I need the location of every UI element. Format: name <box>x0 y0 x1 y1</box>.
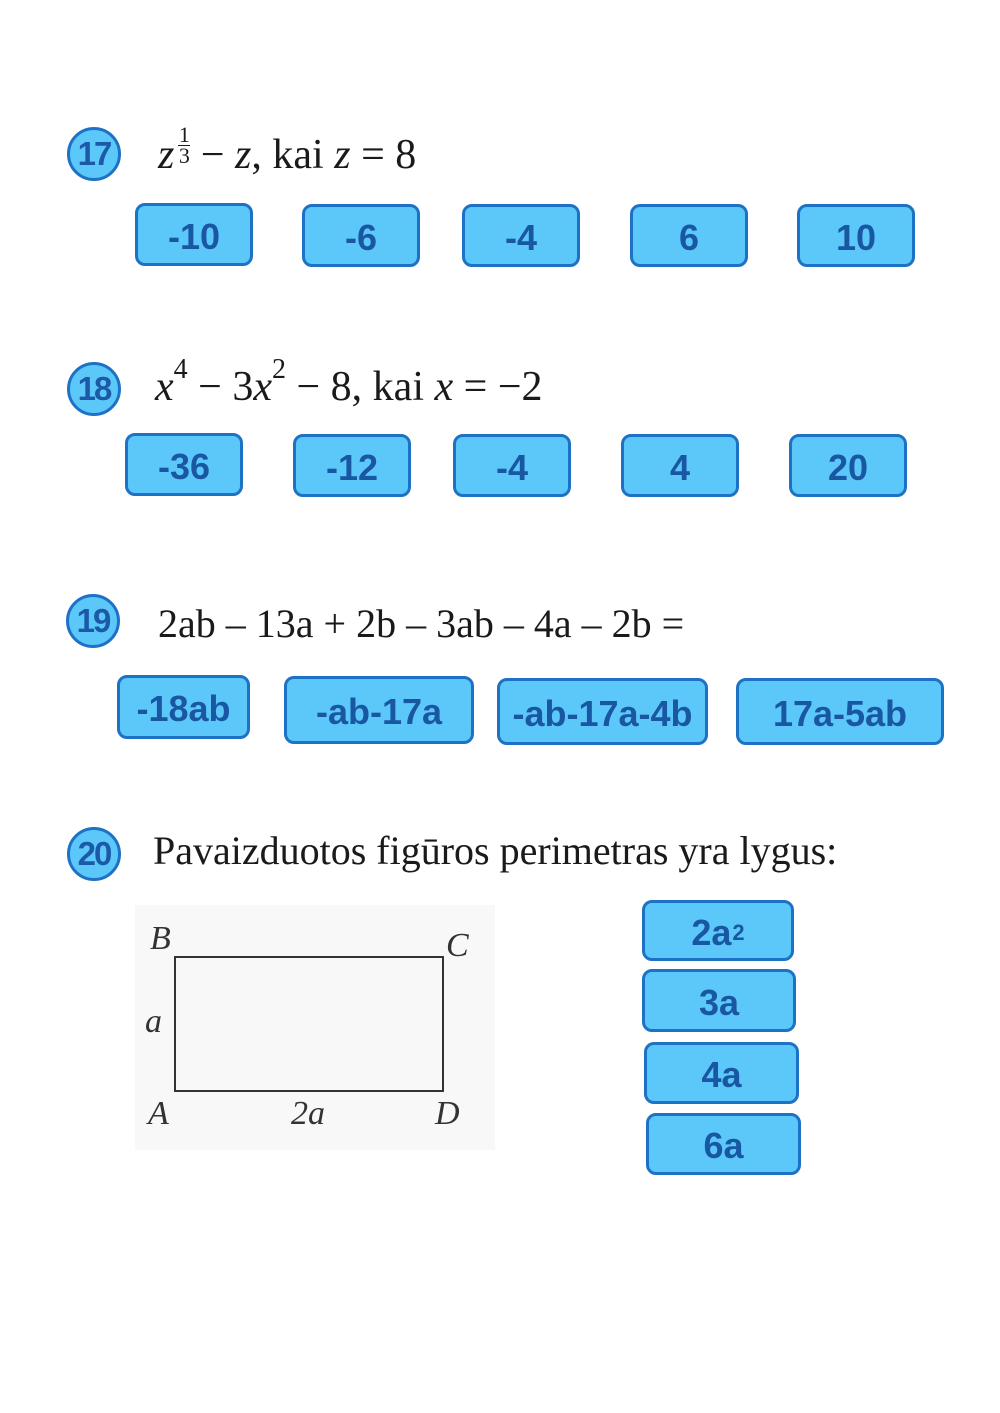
question-18-expression: $x^4 - 3x^2 - 8$, kai x = −2 <box>155 354 543 410</box>
vertex-label-a: A <box>148 1095 169 1132</box>
question-number-badge: 19 <box>66 594 120 648</box>
side-label-2a: 2a <box>291 1095 325 1132</box>
vertex-label-b: B <box>150 920 171 957</box>
side-label-a: a <box>145 1003 162 1040</box>
question-17-expression: z $\frac{1}{3}$ − z, kai z = 8 <box>158 122 417 178</box>
answer-option[interactable]: -ab-17a <box>284 676 474 744</box>
answer-option[interactable]: 20 <box>789 434 907 497</box>
answer-option[interactable]: -36 <box>125 433 243 496</box>
question-19-expression: 2ab – 13a + 2b – 3ab – 4a – 2b = <box>158 601 685 646</box>
answer-option[interactable]: 4 <box>621 434 739 497</box>
answer-option[interactable]: 4a <box>644 1042 799 1104</box>
answer-option[interactable]: -4 <box>462 204 580 267</box>
question-number-badge: 17 <box>67 127 121 181</box>
answer-option[interactable]: 6 <box>630 204 748 267</box>
question-number-badge: 18 <box>67 362 121 416</box>
vertex-label-d: D <box>435 1095 460 1132</box>
answer-option[interactable]: -6 <box>302 204 420 267</box>
answer-option[interactable]: 2a 2 <box>642 900 794 961</box>
answer-option[interactable]: -ab-17a-4b <box>497 678 708 745</box>
vertex-label-c: C <box>446 927 469 964</box>
question-20-text: Pavaizduotos figūros perimetras yra lygus: <box>153 828 838 873</box>
answer-option[interactable]: 6a <box>646 1113 801 1175</box>
rectangle-figure <box>135 905 495 1150</box>
answer-option[interactable]: -12 <box>293 434 411 497</box>
answer-option[interactable]: 3a <box>642 969 796 1032</box>
answer-option[interactable]: 10 <box>797 204 915 267</box>
answer-option[interactable]: -4 <box>453 434 571 497</box>
answer-option[interactable]: -10 <box>135 203 253 266</box>
answer-option[interactable]: -18ab <box>117 675 250 739</box>
question-number-badge: 20 <box>67 827 121 881</box>
answer-option[interactable]: 17a-5ab <box>736 678 944 745</box>
